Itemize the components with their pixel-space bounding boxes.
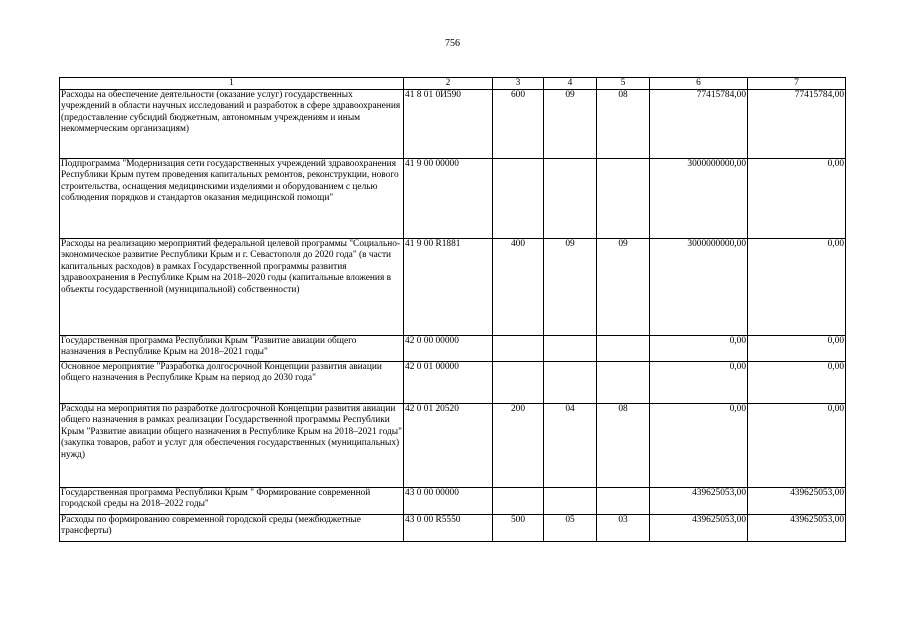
row-code: 42 0 01 00000 xyxy=(404,362,493,404)
row-col-3 xyxy=(493,159,544,239)
row-amount-7: 0,00 xyxy=(748,362,846,404)
row-amount-6: 439625053,00 xyxy=(650,488,748,515)
budget-table xyxy=(59,77,846,542)
header-col-6: 6 xyxy=(650,78,748,90)
row-amount-7: 439625053,00 xyxy=(748,488,846,515)
row-col-4 xyxy=(544,159,597,239)
row-amount-7: 439625053,00 xyxy=(748,515,846,542)
row-amount-6: 3000000000,00 xyxy=(650,159,748,239)
row-amount-6: 0,00 xyxy=(650,404,748,488)
table-row xyxy=(60,90,846,159)
row-code: 41 9 00 R1881 xyxy=(404,239,493,336)
row-col-5 xyxy=(597,362,650,404)
row-amount-7: 77415784,00 xyxy=(748,90,846,159)
row-amount-7: 0,00 xyxy=(748,239,846,336)
row-col-4: 04 xyxy=(544,404,597,488)
row-amount-6: 77415784,00 xyxy=(650,90,748,159)
row-description: Расходы на мероприятия по разработке долгосрочной Концепции развития авиации общего назначения в рамках реализации Государственной программы Республики Крым "Развитие авиации общего назначения в Республике Крым на 2018–2021 годы" (закупка товаров, работ и услуг для обеспечения государственных (муниципальных) нужд) xyxy=(60,404,404,488)
row-amount-6: 3000000000,00 xyxy=(650,239,748,336)
table-row xyxy=(60,515,846,542)
row-col-4: 09 xyxy=(544,239,597,336)
table-header-row xyxy=(60,78,846,90)
row-col-3: 500 xyxy=(493,515,544,542)
row-col-5: 09 xyxy=(597,239,650,336)
row-code: 43 0 00 00000 xyxy=(404,488,493,515)
row-col-3 xyxy=(493,362,544,404)
row-description: Расходы по формированию современной городской среды (межбюджетные трансферты) xyxy=(60,515,404,542)
row-amount-7: 0,00 xyxy=(748,159,846,239)
row-description: Подпрограмма "Модернизация сети государственных учреждений здравоохранения Республики Крым путем проведения капитальных ремонтов, реконструкции, нового строительства, оснащения медицинскими изделиями и оборудованием с целью соблюдения порядков и стандартов оказания медицинской помощи" xyxy=(60,159,404,239)
header-col-5: 5 xyxy=(597,78,650,90)
row-code: 42 0 00 00000 xyxy=(404,336,493,362)
table-row xyxy=(60,404,846,488)
table-row xyxy=(60,488,846,515)
header-col-7: 7 xyxy=(748,78,846,90)
header-col-2: 2 xyxy=(404,78,493,90)
row-description: Расходы на реализацию мероприятий федеральной целевой программы "Социально-экономическое развитие Республики Крым и г. Севастополя до 2020 года" (в части капитальных расходов) в рамках Государственной программы развития здравоохранения в Республике Крым на 2018–2020 годы (капитальные вложения в объекты государственной (муниципальной) собственности) xyxy=(60,239,404,336)
row-code: 41 8 01 0И590 xyxy=(404,90,493,159)
row-code: 42 0 01 20520 xyxy=(404,404,493,488)
row-col-3: 600 xyxy=(493,90,544,159)
row-col-4 xyxy=(544,488,597,515)
row-col-3 xyxy=(493,336,544,362)
row-col-3: 200 xyxy=(493,404,544,488)
table-row xyxy=(60,239,846,336)
row-amount-6: 439625053,00 xyxy=(650,515,748,542)
row-col-5: 03 xyxy=(597,515,650,542)
row-amount-7: 0,00 xyxy=(748,336,846,362)
row-col-3 xyxy=(493,488,544,515)
header-col-4: 4 xyxy=(544,78,597,90)
row-amount-6: 0,00 xyxy=(650,336,748,362)
row-amount-6: 0,00 xyxy=(650,362,748,404)
row-col-5 xyxy=(597,488,650,515)
table-row xyxy=(60,362,846,404)
row-col-4: 09 xyxy=(544,90,597,159)
table-row xyxy=(60,336,846,362)
page-number: 756 xyxy=(445,38,460,49)
row-col-4 xyxy=(544,362,597,404)
row-col-5: 08 xyxy=(597,404,650,488)
row-description: Расходы на обеспечение деятельности (оказание услуг) государственных учреждений в области научных исследований и разработок в сфере здравоохранения (предоставление субсидий бюджетным, автономным учреждениям и иным некоммерческим организациям) xyxy=(60,90,404,159)
row-col-5 xyxy=(597,336,650,362)
row-description: Государственная программа Республики Крым " Формирование современной городской среды на 2018–2022 годы" xyxy=(60,488,404,515)
row-code: 41 9 00 00000 xyxy=(404,159,493,239)
row-description: Основное мероприятие "Разработка долгосрочной Концепции развития авиации общего назначения в Республике Крым на период до 2030 года" xyxy=(60,362,404,404)
row-col-4: 05 xyxy=(544,515,597,542)
row-col-3: 400 xyxy=(493,239,544,336)
row-amount-7: 0,00 xyxy=(748,404,846,488)
row-code: 43 0 00 R5550 xyxy=(404,515,493,542)
row-col-5 xyxy=(597,159,650,239)
table-row xyxy=(60,159,846,239)
header-col-3: 3 xyxy=(493,78,544,90)
row-col-5: 08 xyxy=(597,90,650,159)
header-col-1: 1 xyxy=(60,78,404,90)
row-col-4 xyxy=(544,336,597,362)
row-description: Государственная программа Республики Крым "Развитие авиации общего назначения в Республике Крым на 2018–2021 годы" xyxy=(60,336,404,362)
